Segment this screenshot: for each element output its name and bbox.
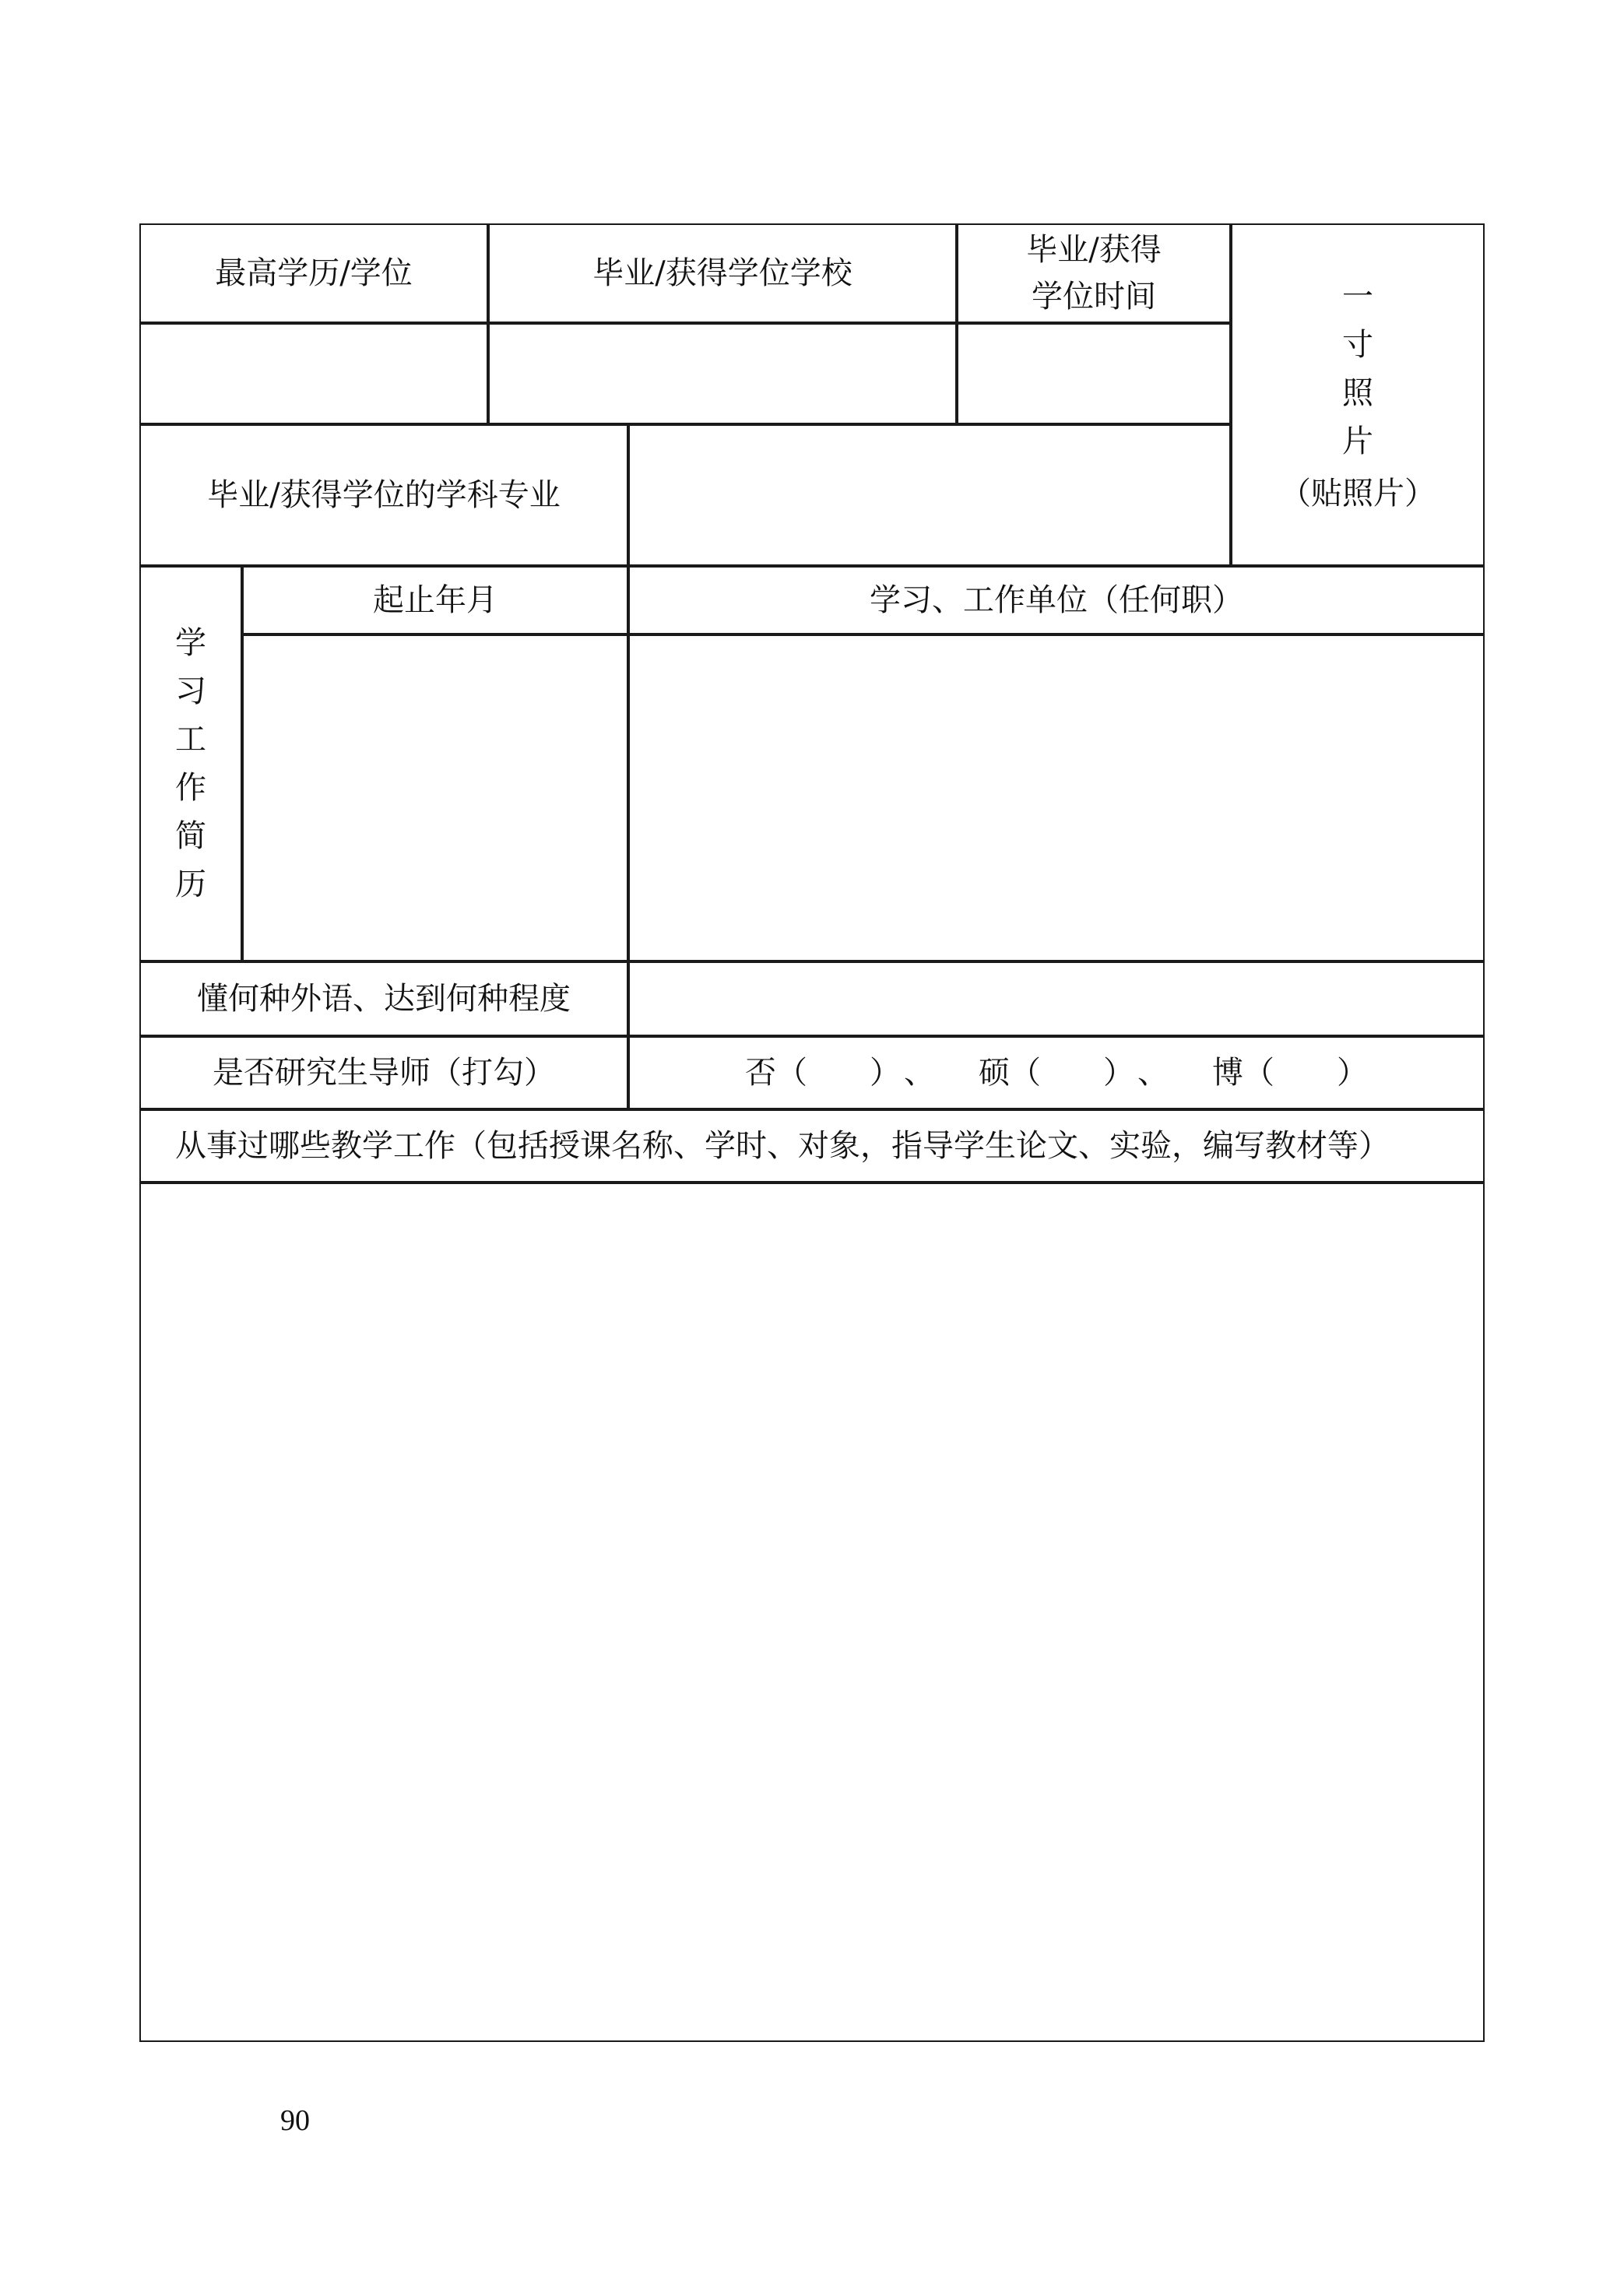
school-label: 毕业/获得学位学校 bbox=[592, 255, 852, 291]
resume-side-char: 工 bbox=[175, 722, 206, 757]
highest-degree-field[interactable] bbox=[139, 323, 488, 424]
teaching-label-cell bbox=[139, 1109, 1485, 1183]
option-separator: 、 bbox=[1137, 1055, 1169, 1091]
language-label-cell bbox=[139, 961, 628, 1036]
degree-time-label-line2: 学位时间 bbox=[1031, 279, 1156, 315]
option-no-checkbox[interactable]: （ ） bbox=[776, 1055, 901, 1091]
photo-char: 一 bbox=[1342, 279, 1373, 315]
photo-box[interactable] bbox=[1231, 223, 1485, 566]
school-field[interactable] bbox=[488, 323, 957, 424]
option-no-label: 否 bbox=[745, 1055, 776, 1091]
page-number: 90 bbox=[280, 2104, 310, 2137]
photo-note: （贴照片） bbox=[1280, 476, 1436, 511]
resume-period-field[interactable] bbox=[242, 634, 628, 961]
resume-period-header bbox=[242, 566, 628, 634]
resume-side-char: 简 bbox=[175, 818, 206, 854]
option-no[interactable] bbox=[745, 1049, 935, 1096]
supervisor-label: 是否研究生导师（打勾） bbox=[213, 1055, 555, 1091]
supervisor-options bbox=[628, 1036, 1485, 1109]
major-label: 毕业/获得学位的学科专业 bbox=[207, 477, 561, 513]
resume-side-label-cell bbox=[139, 566, 242, 961]
application-form-table bbox=[140, 224, 1485, 2043]
school-header bbox=[488, 223, 957, 323]
teaching-label: 从事过哪些教学工作（包括授课名称、学时、对象，指导学生论文、实验，编写教材等） bbox=[175, 1128, 1390, 1164]
resume-side-label bbox=[175, 619, 206, 909]
option-master-checkbox[interactable]: （ ） bbox=[1010, 1055, 1134, 1091]
degree-time-field[interactable] bbox=[957, 323, 1231, 424]
option-separator: 、 bbox=[904, 1055, 935, 1091]
supervisor-label-cell bbox=[139, 1036, 628, 1109]
degree-time-header bbox=[957, 223, 1231, 323]
resume-side-char: 习 bbox=[175, 673, 206, 709]
option-doctor[interactable] bbox=[1212, 1049, 1368, 1096]
resume-side-char: 历 bbox=[175, 866, 206, 902]
resume-unit-header bbox=[628, 566, 1485, 634]
degree-time-label-line1: 毕业/获得 bbox=[1026, 232, 1162, 268]
highest-degree-label: 最高学历/学位 bbox=[215, 255, 413, 291]
highest-degree-header bbox=[139, 223, 488, 323]
photo-char: 寸 bbox=[1342, 327, 1373, 363]
language-field[interactable] bbox=[628, 961, 1485, 1036]
option-doctor-checkbox[interactable]: （ ） bbox=[1243, 1055, 1368, 1091]
option-master[interactable] bbox=[979, 1049, 1169, 1096]
option-doctor-label: 博 bbox=[1212, 1055, 1243, 1091]
language-label: 懂何种外语、达到何种程度 bbox=[197, 981, 571, 1017]
teaching-field[interactable] bbox=[139, 1183, 1485, 2042]
major-field[interactable] bbox=[628, 424, 1231, 566]
photo-char: 片 bbox=[1342, 424, 1373, 459]
resume-side-char: 学 bbox=[175, 625, 206, 661]
option-master-label: 硕 bbox=[979, 1055, 1010, 1091]
major-label-cell bbox=[139, 424, 628, 566]
resume-side-char: 作 bbox=[175, 770, 206, 806]
resume-unit-field[interactable] bbox=[628, 634, 1485, 961]
resume-period-label: 起止年月 bbox=[373, 582, 497, 618]
resume-unit-label: 学习、工作单位（任何职） bbox=[870, 582, 1243, 618]
photo-char: 照 bbox=[1342, 375, 1373, 411]
photo-vertical-label bbox=[1342, 272, 1373, 466]
